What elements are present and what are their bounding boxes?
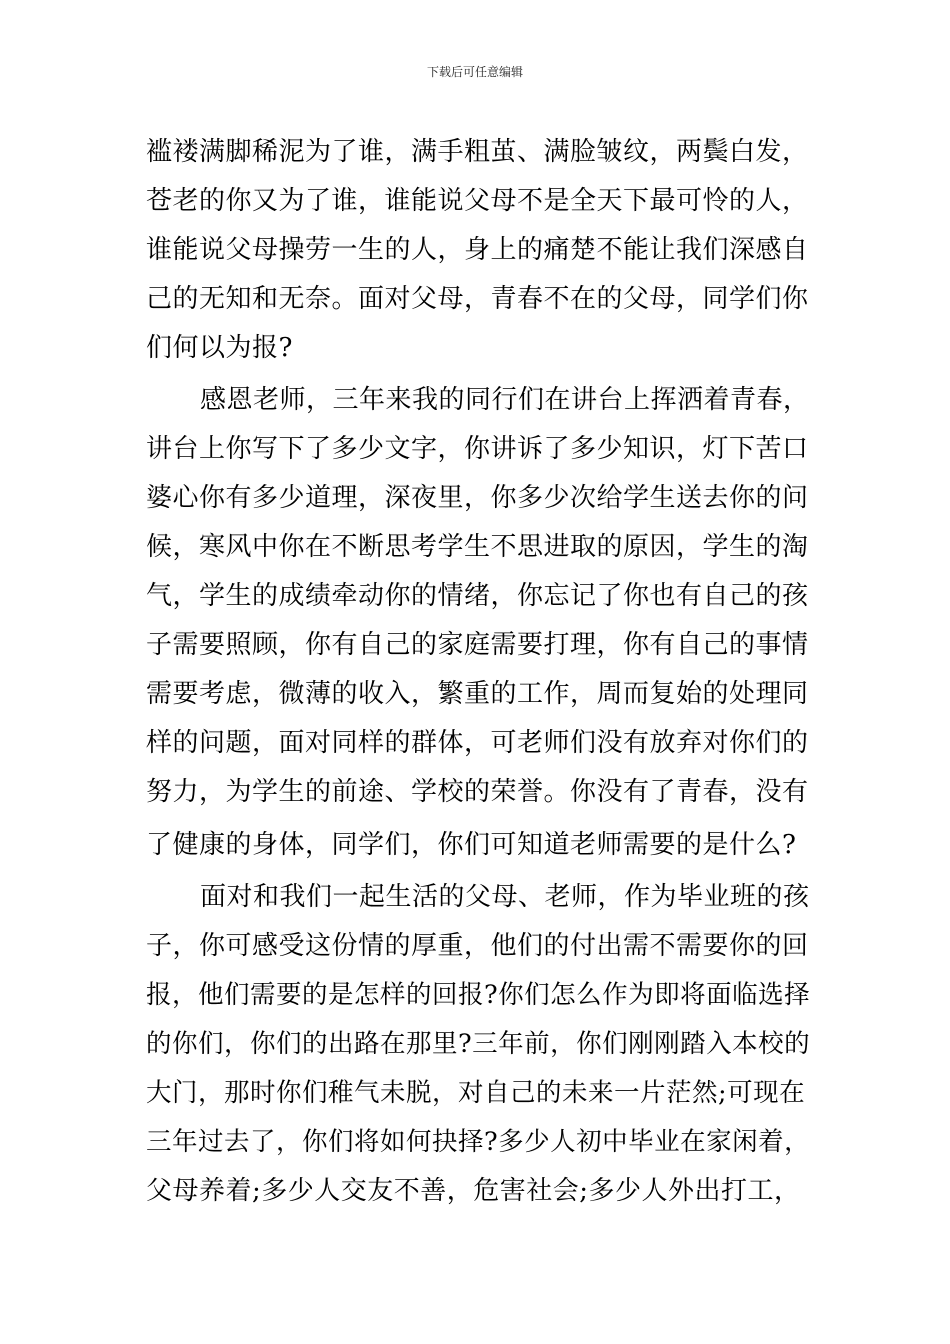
- text-line: 的你们，你们的出路在那里?三年前，你们刚刚踏入本校的: [146, 1029, 811, 1059]
- text-line: 们何以为报?: [146, 333, 293, 363]
- text-line: 婆心你有多少道理，深夜里，你多少次给学生送去你的问: [146, 483, 809, 513]
- text-line: 己的无知和无奈。面对父母，青春不在的父母，同学们你: [146, 284, 809, 314]
- text-line: 大门，那时你们稚气未脱，对自己的未来一片茫然;可现在: [146, 1078, 806, 1108]
- page-header: 下载后可任意编辑: [426, 65, 523, 79]
- paragraph-start-line: 感恩老师，三年来我的同行们在讲台上挥洒着青春，: [200, 385, 810, 415]
- text-line: 子需要照顾，你有自己的家庭需要打理，你有自己的事情: [146, 630, 809, 660]
- text-line: 褴褛满脚稀泥为了谁，满手粗茧、满脸皱纹，两鬓白发，: [146, 137, 809, 167]
- text-line: 谁能说父母操劳一生的人，身上的痛楚不能让我们深感自: [146, 235, 809, 265]
- text-line: 样的问题，面对同样的群体，可老师们没有放弃对你们的: [146, 728, 809, 758]
- text-line: 讲台上你写下了多少文字，你讲诉了多少知识，灯下苦口: [146, 434, 809, 464]
- text-line: 三年过去了，你们将如何抉择?多少人初中毕业在家闲着，: [146, 1127, 811, 1157]
- text-line: 需要考虑，微薄的收入，繁重的工作，周而复始的处理同: [146, 679, 809, 709]
- text-line: 苍老的你又为了谁，谁能说父母不是全天下最可怜的人，: [146, 186, 809, 216]
- text-line: 了健康的身体，同学们，你们可知道老师需要的是什么?: [146, 830, 797, 860]
- text-line: 气，学生的成绩牵动你的情绪，你忘记了你也有自己的孩: [146, 581, 809, 611]
- text-line: 候，寒风中你在不断思考学生不思进取的原因，学生的淘: [146, 532, 809, 562]
- text-line: 父母养着;多少人交友不善，危害社会;多少人外出打工，: [146, 1176, 801, 1206]
- paragraph-start-line: 面对和我们一起生活的父母、老师，作为毕业班的孩: [200, 882, 810, 912]
- text-line: 努力，为学生的前途、学校的荣誉。你没有了青春，没有: [146, 777, 809, 807]
- text-line: 子，你可感受这份情的厚重，他们的付出需不需要你的回: [146, 931, 809, 961]
- text-line: 报，他们需要的是怎样的回报?你们怎么作为即将面临选择: [146, 980, 811, 1010]
